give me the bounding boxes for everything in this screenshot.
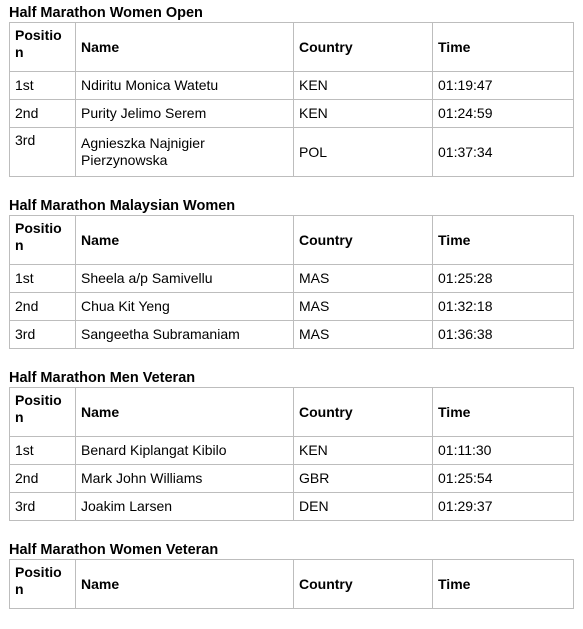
header-position: Position (10, 23, 76, 72)
table-header-row (10, 216, 574, 265)
table-row (10, 128, 574, 177)
table-header-row (10, 560, 574, 609)
table-row (10, 465, 574, 493)
header-country: Country (294, 560, 433, 609)
header-position: Position (10, 216, 76, 265)
cell-country: KEN (294, 72, 433, 100)
table-row (10, 321, 574, 349)
table-row (10, 265, 574, 293)
cell-name: Sheela a/p Samivellu (76, 265, 294, 293)
table-row (10, 72, 574, 100)
cell-name: Joakim Larsen (76, 493, 294, 521)
results-page (9, 4, 573, 629)
results-table-women-open (9, 22, 574, 177)
section-title-women-veteran: Half Marathon Women Veteran (9, 542, 219, 558)
cell-position: 3rd (10, 321, 76, 349)
cell-country: MAS (294, 265, 433, 293)
cell-position: 1st (10, 72, 76, 100)
header-name: Name (76, 23, 294, 72)
cell-name: Chua Kit Yeng (76, 293, 294, 321)
cell-time: 01:25:54 (433, 465, 574, 493)
table-row (10, 293, 574, 321)
section-title-malaysian-women: Half Marathon Malaysian Women (9, 198, 236, 214)
table-row (10, 100, 574, 128)
cell-country: DEN (294, 493, 433, 521)
cell-country: MAS (294, 293, 433, 321)
cell-position: 2nd (10, 293, 76, 321)
cell-position: 3rd (10, 493, 76, 521)
cell-position: 3rd (10, 128, 76, 177)
cell-country: KEN (294, 100, 433, 128)
section-title-women-open: Half Marathon Women Open (9, 5, 203, 21)
cell-position: 2nd (10, 465, 76, 493)
cell-position: 2nd (10, 100, 76, 128)
header-name: Name (76, 388, 294, 437)
header-time: Time (433, 560, 574, 609)
cell-name: Mark John Williams (76, 465, 294, 493)
cell-name: Agnieszka Najnigier Pierzynowska (76, 128, 294, 177)
header-name: Name (76, 560, 294, 609)
cell-position: 1st (10, 265, 76, 293)
cell-position: 1st (10, 437, 76, 465)
cell-time: 01:36:38 (433, 321, 574, 349)
cell-time: 01:32:18 (433, 293, 574, 321)
table-header-row (10, 388, 574, 437)
cell-time: 01:37:34 (433, 128, 574, 177)
header-name: Name (76, 216, 294, 265)
header-position: Position (10, 388, 76, 437)
cell-name: Benard Kiplangat Kibilo (76, 437, 294, 465)
header-time: Time (433, 216, 574, 265)
section-title-men-veteran: Half Marathon Men Veteran (9, 370, 196, 386)
cell-time: 01:11:30 (433, 437, 574, 465)
cell-time: 01:25:28 (433, 265, 574, 293)
header-country: Country (294, 216, 433, 265)
table-header-row (10, 23, 574, 72)
cell-country: MAS (294, 321, 433, 349)
results-table-women-veteran (9, 559, 574, 609)
cell-name: Purity Jelimo Serem (76, 100, 294, 128)
results-table-men-veteran (9, 387, 574, 521)
header-time: Time (433, 23, 574, 72)
cell-country: KEN (294, 437, 433, 465)
cell-time: 01:19:47 (433, 72, 574, 100)
cell-name: Sangeetha Subramaniam (76, 321, 294, 349)
cell-country: GBR (294, 465, 433, 493)
header-country: Country (294, 388, 433, 437)
header-time: Time (433, 388, 574, 437)
table-row (10, 437, 574, 465)
cell-name: Ndiritu Monica Watetu (76, 72, 294, 100)
cell-time: 01:29:37 (433, 493, 574, 521)
cell-country: POL (294, 128, 433, 177)
header-position: Position (10, 560, 76, 609)
results-table-malaysian-women (9, 215, 574, 349)
table-row (10, 493, 574, 521)
cell-time: 01:24:59 (433, 100, 574, 128)
header-country: Country (294, 23, 433, 72)
